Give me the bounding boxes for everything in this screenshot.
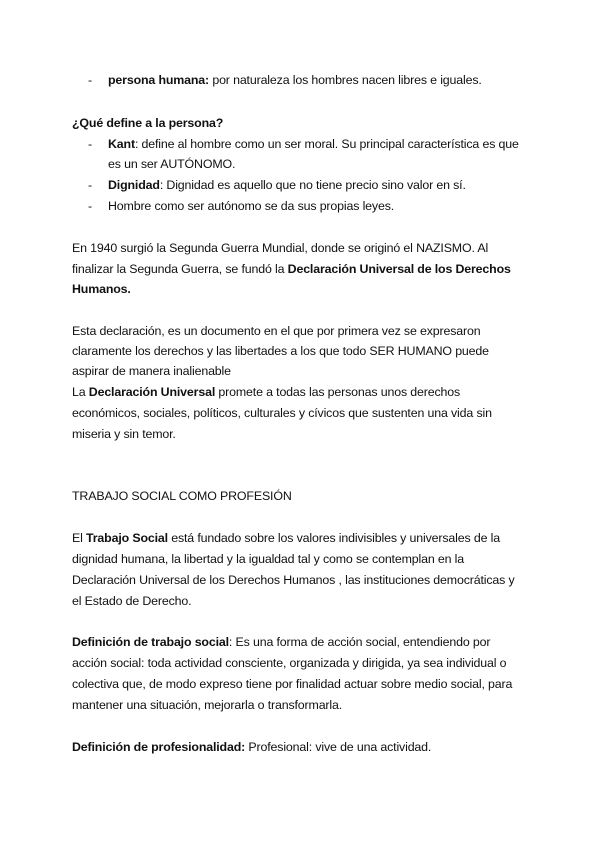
bullet-dash: - [88, 137, 93, 151]
ts-line-4: el Estado de Derecho. [72, 594, 192, 608]
ts-line-3: Declaración Universal de los Derechos Humanos , las instituciones democráticas y [72, 573, 515, 587]
history-line-3: Humanos. [72, 282, 131, 296]
declaration-line-2: claramente los derechos y las libertades a los que todo SER HUMANO puede [72, 344, 489, 358]
history-bold: Declaración Universal de los Derechos [287, 262, 511, 276]
section-title: TRABAJO SOCIAL COMO PROFESIÓN [72, 489, 292, 503]
bullet-dash: - [88, 73, 93, 87]
def-prof-line [72, 737, 530, 758]
bullet-dash: - [88, 199, 93, 213]
declaration-line-5: económicos, sociales, políticos, culturales y cívicos que sustenten una vida sin [72, 406, 492, 420]
define-item-kant [108, 134, 530, 155]
declaration-line-4 [72, 382, 530, 403]
declaration-line-6: miseria y sin temor. [72, 427, 176, 441]
define-item-text: : Dignidad es aquello que no tiene precio sino valor en sí. [159, 178, 466, 192]
history-line-1: En 1940 surgió la Segunda Guerra Mundial, donde se originó el NAZISMO. Al [72, 241, 489, 255]
define-item-kant-continuation: es un ser AUTÓNOMO. [108, 157, 236, 171]
define-item-autonomo: Hombre como ser autónomo se da sus propias leyes. [108, 199, 395, 213]
def-prof-text: Profesional: vive de una actividad. [245, 740, 432, 754]
declaration-bold: Declaración Universal [88, 385, 216, 399]
bullet-dash: - [88, 178, 93, 192]
ts-text: El [72, 531, 87, 545]
ts-line-2: dignidad humana, la libertad y la igualdad tal y como se contemplan en la [72, 552, 465, 566]
declaration-line-1: Esta declaración, es un documento en el que por primera vez se expresaron [72, 324, 481, 338]
declaration-line-3: aspirar de manera inalienable [72, 364, 231, 378]
ts-text: está fundado sobre los valores indivisibles y universales de la [167, 531, 500, 545]
intro-item [108, 70, 530, 91]
define-item-term: Dignidad [108, 178, 160, 192]
intro-item-text: por naturaleza los hombres nacen libres e iguales. [209, 73, 482, 87]
def-ts-text: : Es una forma de acción social, entendiendo por [228, 635, 491, 649]
declaration-text: La [72, 385, 89, 399]
def-ts-line-2: acción social: toda actividad consciente, organizada y dirigida, ya sea individual o [72, 656, 507, 670]
declaration-text: promete a todas las personas unos derechos [215, 385, 461, 399]
history-text: finalizar la Segunda Guerra, se fundó la [72, 262, 288, 276]
def-ts-line-4: mantener una situación, mejorarla o transformarla. [72, 698, 343, 712]
question-heading: ¿Qué define a la persona? [72, 116, 224, 130]
def-prof-term: Definición de profesionalidad: [72, 740, 246, 754]
ts-bold: Trabajo Social [86, 531, 168, 545]
def-ts-line-3: colectiva que, de modo expreso tiene por finalidad actuar sobre medio social, para [72, 677, 513, 691]
def-ts-term: Definición de trabajo social [72, 635, 229, 649]
history-line-2 [72, 259, 530, 280]
intro-item-term: persona humana: [108, 73, 210, 87]
ts-line-1 [72, 528, 530, 549]
define-item-text: : define al hombre como un ser moral. Su principal característica es que [134, 137, 519, 151]
define-item-dignidad [108, 175, 530, 196]
def-ts-line-1 [72, 632, 530, 653]
define-item-term: Kant [108, 137, 135, 151]
